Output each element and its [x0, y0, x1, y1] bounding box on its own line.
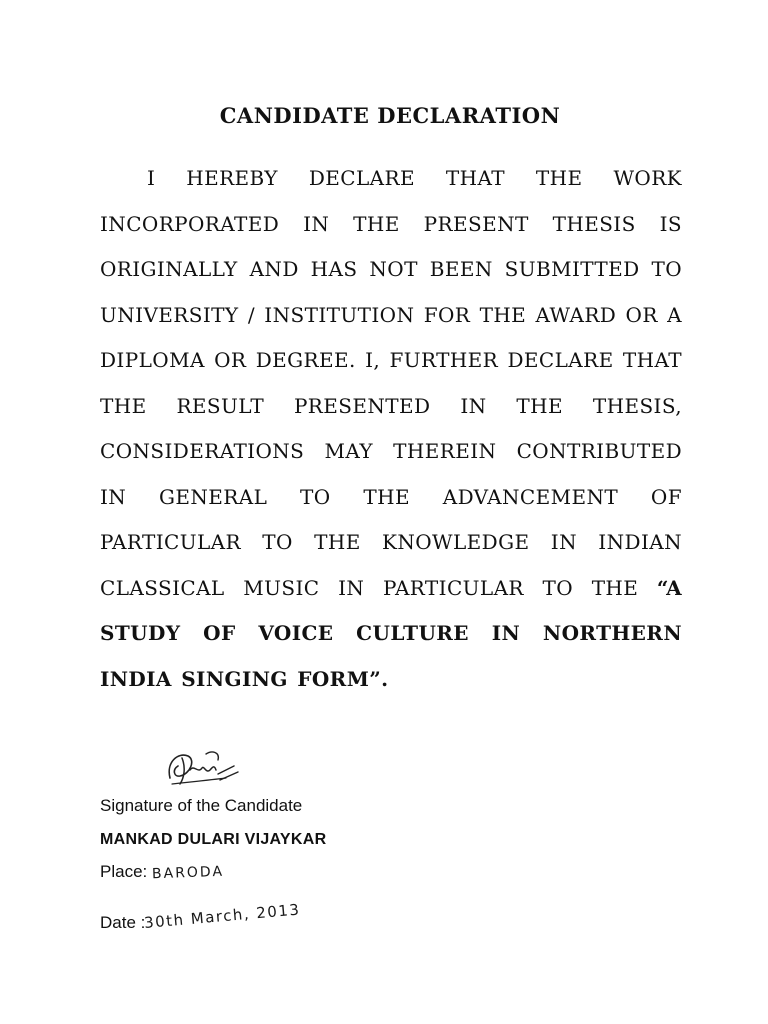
place-value: BARODA — [151, 863, 225, 883]
date-value: 30th March, 2013 — [143, 900, 302, 932]
date-line — [100, 900, 302, 933]
thesis-title-quote: “A STUDY OF VOICE CULTURE IN NORTHERN INDIA SINGING FORM”. — [100, 575, 682, 691]
candidate-name: MANKAD DULARI VIJAYKAR — [100, 831, 327, 848]
place-line — [100, 862, 224, 882]
date-label: Date : — [100, 913, 146, 932]
place-label: Place: — [100, 862, 148, 881]
handwritten-signature — [160, 744, 244, 794]
declaration-text: I HEREBY DECLARE THAT THE WORK INCORPORATED IN THE PRESENT THESIS IS ORIGINALLY AND HAS NOT BEEN SUBMITTED TO UNIVERSITY / INSTITUTION FOR THE AWARD OR A DIPLOMA OR DEGREE. I, FURTHER DECLARE THAT THE RESULT PRESENTED IN THE THESIS, CONSIDERATIONS MAY THEREIN CONTRIBUTED IN GENERAL TO THE ADVANCEMENT OF PARTICULAR TO THE KNOWLEDGE IN INDIAN CLASSICAL MUSIC IN PARTICULAR TO THE — [100, 166, 682, 600]
declaration-paragraph — [100, 156, 682, 702]
signature-label: Signature of the Candidate — [100, 796, 303, 815]
page-title: CANDIDATE DECLARATION — [219, 103, 561, 128]
